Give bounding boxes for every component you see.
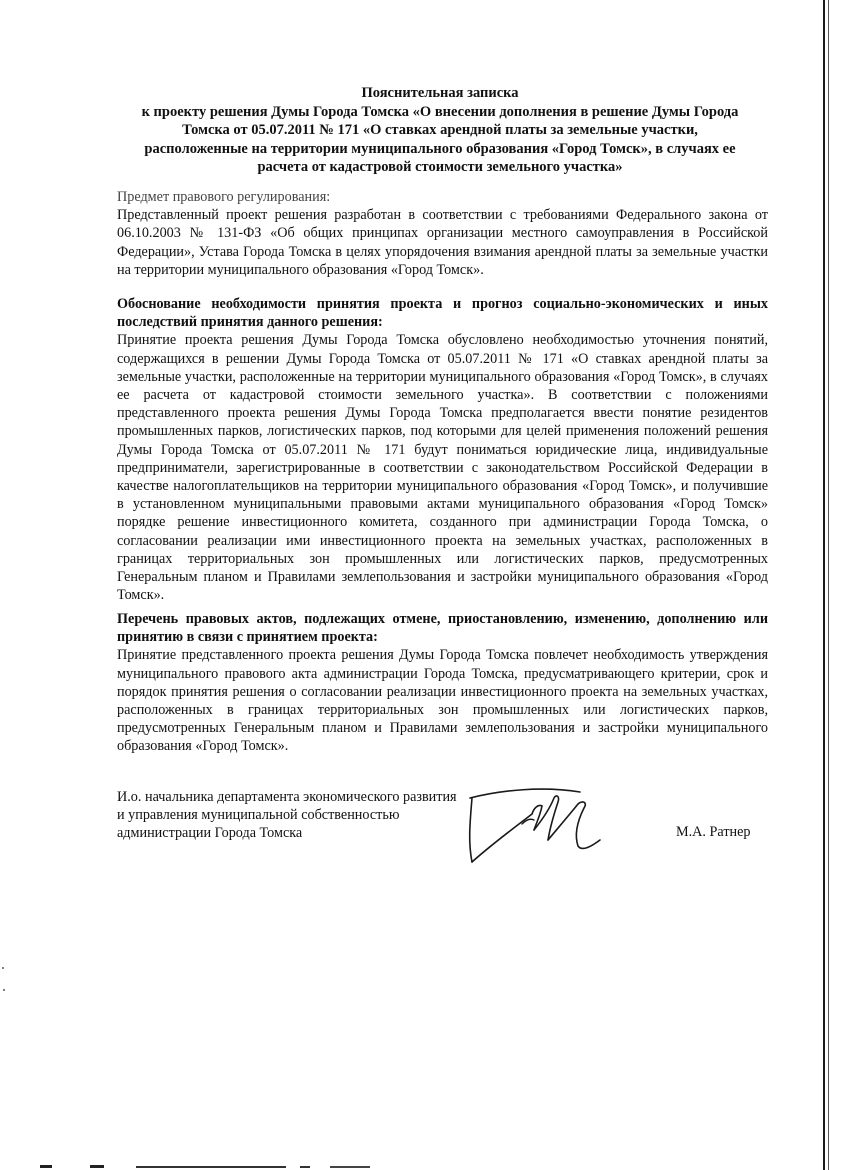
section-legal-acts (117, 610, 768, 756)
section-subject (117, 188, 768, 279)
scan-edge-line (823, 0, 825, 1170)
signatory-position-line: И.о. начальника департамента экономического развития (117, 789, 457, 805)
section-justification (117, 295, 768, 604)
scan-bottom-artifacts (0, 1160, 850, 1170)
handwritten-signature (462, 784, 622, 866)
title-line: расчета от кадастровой стоимости земельного участка» (257, 159, 623, 175)
scan-edge-line-secondary (828, 0, 829, 1170)
title-line: расположенные на территории муниципального образования «Город Томск», в случаях ее (144, 140, 736, 157)
signatory-position-line: администрации Города Томска (117, 825, 303, 842)
document-title (100, 84, 780, 177)
signatory-position-line: и управления муниципальной собственностью (117, 807, 400, 824)
section-body: Представленный проект решения разработан в соответствии с требованиями Федерального закона от 06.10.2003 № 131-ФЗ «Об общих принципах организации местного самоуправления в Российской Федерации», Устава Города Томска в целях упорядочения взимания арендной платы за земельные участки на территории муниципального образования «Город Томск». (117, 207, 768, 278)
section-body: Принятие проекта решения Думы Города Томска обусловлено необходимостью уточнения понятий, содержащихся в решении Думы Города Томска от 05.07.2011 № 171 «О ставках арендной платы за земельные участки, расположенные на территории муниципального образования «Город Томск», в случаях ее расчета от кадастровой стоимости земельного участка». В соответствии с положениями представленного проекта решения Думы Города Томска предполагается ввести понятие резидентов промышленных парков, логистических парков, под которыми для целей применения положений решения Думы Города Томска от 05.07.2011 № 171 будут пониматься юридические лица, индивидуальные предприниматели, зарегистрированные в соответствии с законодательством Российской Федерации в качестве налогоплательщиков на территории муниципального образования «Город Томск», и получившие в установленном муниципальными правовыми актами муниципального образования «Город Томск» порядке решение инвестиционного комитета, созданного при администрации Города Томска, о согласовании реализации ими инвестиционного проекта на земельных участках, расположенных в границах территориальных зон промышленных или логистических парков, предусмотренных Генеральным планом и Правилами землепользования и застройки муниципального образования «Город Томск». (117, 332, 768, 604)
section-body: Принятие представленного проекта решения Думы Города Томска повлечет необходимость утверждения муниципального правового акта администрации Города Томска, предусматривающего критерии, срок и порядок принятия решения о согласовании реализации инвестиционного проекта на земельных участках, расположенных в границах территориальных зон промышленных или логистических парков, предусмотренных Генеральным планом и Правилами землепользования и застройки муниципального образования «Город Томск». (117, 647, 768, 755)
section-heading: Предмет правового регулирования: (117, 189, 331, 205)
signatory-name: М.А. Ратнер (676, 824, 751, 840)
section-heading: Обоснование необходимости принятия проекта и прогноз социально-экономических и иных последствий принятия данного решения: (117, 296, 768, 331)
title-line: Пояснительная записка (361, 85, 519, 101)
title-line: к проекту решения Думы Города Томска «О внесении дополнения в решение Думы Города (141, 103, 739, 120)
title-line: Томска от 05.07.2011 № 171 «О ставках арендной платы за земельные участки, (182, 122, 698, 138)
scan-speck (0, 960, 10, 1000)
section-heading: Перечень правовых актов, подлежащих отмене, приостановлению, изменению, дополнению или принятию в связи с принятием проекта: (117, 611, 768, 646)
signatory-position (117, 788, 457, 843)
